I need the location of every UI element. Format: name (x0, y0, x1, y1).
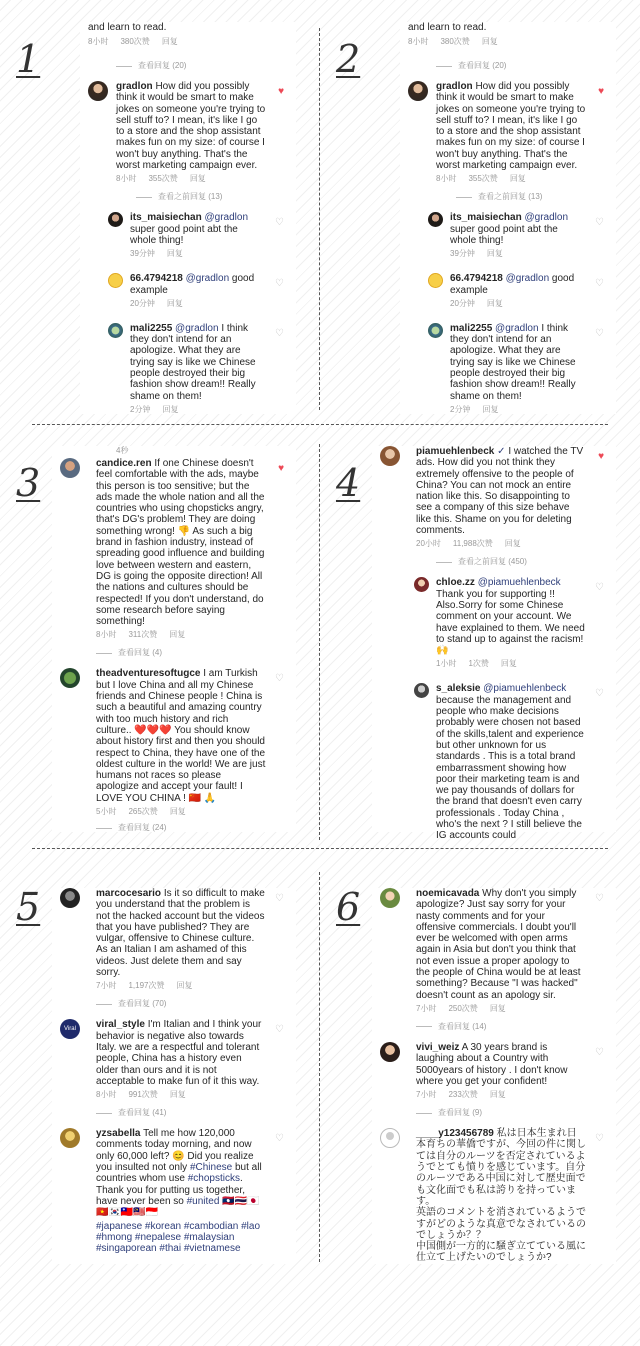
reply-link[interactable]: 回复 (166, 249, 183, 259)
hashtag-list[interactable]: #japanese #korean #cambodian #lao #hmong #nepalese #malaysian #singaporean #thai #vietnamese (96, 1220, 261, 1255)
reply-link[interactable]: 回复 (169, 1090, 186, 1100)
mention-link[interactable]: @gradlon (175, 322, 219, 334)
avatar[interactable] (414, 577, 429, 592)
view-replies-link[interactable]: 查看回复 (14) (416, 1022, 608, 1032)
comment-text: good example (130, 273, 255, 296)
avatar[interactable] (108, 212, 123, 227)
cut-comment-meta: 4秒 (116, 446, 129, 455)
comment: theadventuresoftugce I am Turkish but I love China and all my Chinese friends and Chinese people ! China is such a beautiful and amazing country with too much history and rich culture.. ❤️❤️❤️ You should know about history first and then you should respect to China, they have one of the oldest culture in the world! We are just humans not races so please apologize and accept your fault! I LOVE YOU CHINA ! 🇨🇳 🙏 5小时 265次赞 回复 ♡ (60, 668, 288, 817)
heart-outline-icon[interactable]: ♡ (595, 1046, 604, 1058)
username[interactable]: theadventuresoftugce (96, 668, 201, 680)
mention-link[interactable]: @gradlon (185, 273, 230, 285)
comment: vivi_weiz A 30 years brand is laughing about a Country with 5000years of history . I don't know where you get your confident! 7小时 233次赞 回复 ♡ (380, 1042, 608, 1100)
reply-link[interactable]: 回复 (486, 249, 503, 259)
heart-outline-icon[interactable]: ♡ (595, 893, 604, 904)
username[interactable]: mali2255 (450, 322, 493, 334)
avatar[interactable] (88, 81, 108, 101)
reply-link[interactable]: 回复 (489, 1003, 506, 1013)
comment-text: I am Turkish but I love China and all my Chinese friends and Chinese people ! China is such a beautiful and amazing country with too much history and rich culture.. ❤️❤️❤️ You should know about history first and then you should respect to China, they have one of the oldest culture in the world! We are just humans not races so please apologize and accept your fault! I LOVE YOU CHINA ! 🇨🇳 🙏 (96, 668, 266, 804)
comment-text: How did you possibly think it would be smart to make jokes on someone you're trying to sell stuff to? I mean, it's like I go to a store and the shop assistant makes fun on my size: of course I won't buy anything. That's the worst marketing campaign ever. (436, 81, 586, 172)
reply-link[interactable]: 回复 (162, 404, 179, 414)
panel-number-1: 1 (16, 37, 41, 81)
comment: gradlon How did you possibly think it would be smart to make jokes on someone you're trying to sell stuff to? I mean, it's like I go to a store and the shop assistant makes fun on my size: of course I won't buy anything. That's the worst marketing campaign ever. 8小时 355次赞 回复 ♥ (88, 81, 288, 184)
cut-comment-meta: 8小时 380次赞 回复 (408, 37, 498, 46)
panel-number-6: 6 (336, 885, 361, 929)
comment: Viral Style viral_style I'm Italian and I think your behavior is negative also towards Italy. we are a respectful and tolerant people, China has a history even older than ours and it is not acceptable to make fun of it this way. 8小时 991次赞 回复 ♡ (60, 1019, 288, 1100)
avatar[interactable] (414, 683, 429, 698)
vertical-divider-middle (319, 444, 320, 840)
comment-text: Tell me how 120,000 comments today morning, and now only 60,000 left? 😊 Did you realize you insulted not only (96, 1128, 254, 1174)
username[interactable]: mali2255 (130, 322, 173, 334)
panel-number-2: 2 (336, 37, 361, 81)
view-replies-link[interactable]: 查看回复 (70) (96, 999, 288, 1009)
screenshot-panel-5 (52, 888, 296, 1264)
vertical-divider-top (319, 28, 320, 410)
screenshot-panel-1 (80, 22, 296, 414)
comment-text: I'm Italian and I think your behavior is negative also towards Italy. we are a respectful and tolerant people, China has a history even older than ours and it is not acceptable to make fun of it this way. (96, 1019, 262, 1087)
mention-link[interactable]: @piamuehlenbeck (477, 577, 561, 589)
avatar[interactable] (380, 446, 400, 466)
username[interactable]: gradlon (436, 81, 473, 92)
heart-outline-icon[interactable]: ♡ (595, 327, 604, 339)
view-replies-link[interactable]: 查看回复 (20) (436, 61, 608, 71)
avatar[interactable] (408, 81, 428, 101)
comment-text: Is it so difficult to make you understand that the problem is not the hacked account but the videos that you have published? They are vulgar, offensive to Chinese culture. As an Italian I am ashamed of this videos. Just delete them and say sorry. (96, 888, 265, 979)
avatar[interactable] (380, 888, 400, 908)
comment-text: If one Chinese doesn't feel comfortable with the ads, maybe this person is too sensitive; but the ads made the whole nation and all the countries who using chopsticks angry, that's DG's problem! They are doing something wrong! 👎 As such a big brand in fashion industry, instead of spreading good influence and building love between western and eastern, DG is going the opposite direction! All the nations and cultures should be respected! If you don't understand, do some research before saying something! (96, 458, 265, 628)
reply-link[interactable]: 回复 (166, 298, 183, 308)
comment-text: super good point abt the whole thing! (450, 223, 558, 246)
reply-link[interactable]: 回复 (509, 174, 526, 184)
avatar[interactable] (60, 1128, 80, 1148)
screenshot-panel-6 (372, 888, 616, 1264)
avatar[interactable]: Viral Style (60, 1019, 80, 1039)
username[interactable]: ____y123456789 (416, 1128, 494, 1140)
hashtag-link[interactable]: #chopsticks (187, 1173, 240, 1185)
comment-text: How did you possibly think it would be smart to make jokes on someone you're trying to sell stuff to? I mean, it's like I go to a store and the shop assistant makes fun on my size: of course I won't buy anything. That's the worst marketing campaign ever. (116, 81, 266, 172)
username[interactable]: 66.4794218 (450, 273, 503, 285)
avatar[interactable] (60, 668, 80, 688)
reply-link[interactable]: 回复 (161, 37, 178, 46)
reply-comment: mali2255 @gradlon I think they don't intend for an apologize. What they are trying say is like we Chinese people destroyed their big fashion show dream!! Really shame on them! 2分钟 回复 ♡ (428, 323, 608, 415)
reply-link[interactable]: 回复 (486, 298, 503, 308)
heart-outline-icon[interactable]: ♡ (275, 1024, 284, 1036)
screenshot-panel-3 (52, 446, 296, 832)
comment-text: good example (450, 273, 575, 296)
reply-link[interactable]: 回复 (169, 807, 186, 817)
reply-comment: its_maisiechan @gradlon super good point abt the whole thing! 39分钟 回复 ♡ (428, 212, 608, 259)
username[interactable]: candice.ren (96, 458, 152, 469)
reply-comment: its_maisiechan @gradlon super good point abt the whole thing! 39分钟 回复 ♡ (108, 212, 288, 259)
panel-number-3: 3 (16, 461, 41, 505)
comment-text: Thank you for supporting !! Also.Sorry for some Chinese comment on your account. We have explained to them. We need to stand up to against the racism!🙌 (436, 588, 585, 657)
heart-outline-icon[interactable]: ♡ (275, 893, 284, 904)
view-previous-replies-link[interactable]: 查看之前回复 (13) (136, 192, 288, 202)
comment-text: but all countries whom use (96, 1162, 262, 1185)
heart-outline-icon[interactable]: ♡ (595, 278, 604, 290)
mention-link[interactable]: @gradlon (495, 322, 539, 334)
username[interactable]: piamuehlenbeck (416, 446, 495, 457)
vertical-divider-bottom (319, 872, 320, 1262)
comment-text: Why don't you simply apologize? Just say sorry for your nasty comments and for your offensive commercials. I doubt you'll ever be welcomed with open arms again in Asia but don't you think that not even issue a proper apology to the people of China would be at least something? Because "I was hacked" doesn't count as an apology sir. (416, 888, 581, 1001)
comment (380, 1128, 608, 1264)
comment-text: . Thank you for putting us together, have never been so (96, 1173, 245, 1207)
username[interactable]: vivi_weiz (416, 1041, 460, 1053)
hashtag-link[interactable]: #united (186, 1195, 220, 1207)
reply-link[interactable]: 回复 (489, 1090, 506, 1100)
heart-icon[interactable]: ♥ (278, 86, 284, 97)
username[interactable]: gradlon (116, 81, 153, 92)
panel-number-4: 4 (336, 461, 361, 505)
view-previous-replies-link[interactable]: 查看之前回复 (13) (456, 192, 608, 202)
comment-text: I think they don't intend for an apologize. What they are trying say is like we Chinese people destroyed their big fashion show dream!! Really shame on them! (130, 322, 256, 402)
hashtag-link[interactable]: #Chinese (189, 1162, 233, 1174)
comment: marcocesario Is it so difficult to make you understand that the problem is not the hacked account but the videos that you have published? They are vulgar, offensive to Chinese culture. As an Italian I am ashamed of this videos. Just delete them and say sorry. 7小时 1,197次赞 回复 ♡ (60, 888, 288, 991)
username[interactable]: viral_style (96, 1019, 145, 1031)
comment (60, 1128, 288, 1254)
comment-text: 私は日本生まれ日本育ちの華僑ですが、今回の件に関しては自分のルーツを否定されているようでとても憤りを感じています。自分のルーツである中国に対して歴史面でも文化面でも私は誇りを持っています。 英語のコメントを消されているようですがどのような真意でなされているのでしょうか？？ 中国側が一方的に騒ぎ立てている風に仕立て上げたいのでしょうか? (416, 1128, 586, 1264)
reply-comment: mali2255 @gradlon I think they don't intend for an apologize. What they are trying say is like we Chinese people destroyed their big fashion show dream!! Really shame on them! 2分钟 回复 ♡ (108, 323, 288, 415)
comment-text: A 30 years brand is laughing about a Country with 5000years of history . I don't know where you get your confident! (416, 1041, 568, 1087)
heart-outline-icon[interactable]: ♡ (275, 1133, 284, 1145)
view-previous-replies-link[interactable]: 查看之前回复 (450) (436, 557, 608, 567)
reply-link[interactable]: 回复 (189, 174, 206, 184)
avatar[interactable] (108, 273, 123, 288)
heart-outline-icon[interactable]: ♡ (595, 582, 604, 594)
heart-outline-icon[interactable]: ♡ (275, 673, 284, 685)
reply-link[interactable]: 回复 (169, 630, 186, 640)
comment-text: super good point abt the whole thing! (130, 223, 238, 246)
screenshot-panel-2 (400, 22, 616, 414)
username[interactable]: its_maisiechan (450, 212, 522, 224)
comment: noemicavada Why don't you simply apologize? Just say sorry for your nasty comments and for your offensive commercials. I doubt you'll ever be welcomed with open arms again in Asia but don't you think that not even issue a proper apology to the people of China would be at least something? Because "I was hacked" doesn't count as an apology sir. 7小时 250次赞 回复 ♡ (380, 888, 608, 1014)
heart-outline-icon[interactable]: ♡ (275, 278, 284, 290)
horizontal-divider-2 (32, 848, 608, 849)
heart-outline-icon[interactable]: ♡ (595, 217, 604, 229)
cut-comment-text: and learn to read. (88, 22, 167, 33)
heart-icon[interactable]: ♥ (598, 86, 604, 97)
verified-badge-icon: ✓ (497, 446, 506, 457)
comment-text: because the management and people who make decisions probably were chosen not based of the skills,talent and experience but other unknown for us standards . This is a total brand embarrassment showing how poor their marketing team is and we pay thousands of dollars for the brand that doesn't even carry professionals . Today China , who's the next ? I still believe the IG accounts could (436, 694, 584, 842)
heart-outline-icon[interactable]: ♡ (595, 1133, 604, 1145)
reply-comment: 66.4794218 @gradlon good example 20分钟 回复 ♡ (428, 273, 608, 309)
username[interactable]: noemicavada (416, 888, 480, 899)
heart-icon[interactable]: ♥ (278, 463, 284, 474)
reply-link[interactable]: 回复 (176, 981, 193, 991)
comment: gradlon How did you possibly think it would be smart to make jokes on someone you're trying to sell stuff to? I mean, it's like I go to a store and the shop assistant makes fun on my size: of course I won't buy anything. That's the worst marketing campaign ever. 8小时 355次赞 回复 ♥ (408, 81, 608, 184)
heart-outline-icon[interactable]: ♡ (595, 688, 604, 700)
username[interactable]: s_aleksie (436, 683, 481, 695)
username[interactable]: marcocesario (96, 888, 162, 899)
comment: piamuehlenbeck ✓ I watched the TV ads. How did you not think they extremely offensive to the people of China? You can not mock an entire nation like this. So disappointing to see a company of this size behave like this. Shame on you for deleting comments. 20小时 11,988次赞 回复 ♥ (380, 446, 608, 549)
reply-comment (414, 683, 608, 841)
mention-link[interactable]: @gradlon (505, 273, 550, 285)
avatar[interactable] (380, 1128, 400, 1148)
username[interactable]: its_maisiechan (130, 212, 202, 224)
username[interactable]: 66.4794218 (130, 273, 183, 285)
panel-number-5: 5 (16, 885, 41, 929)
flag-emojis: 🇱🇦🇹🇭🇯🇵🇻🇳🇰🇷🇹🇼🇲🇾🇮🇩 (96, 1195, 260, 1219)
view-replies-link[interactable]: 查看回复 (24) (96, 823, 288, 833)
avatar[interactable] (108, 323, 123, 338)
avatar[interactable] (428, 323, 443, 338)
heart-icon[interactable]: ♥ (598, 451, 604, 462)
avatar[interactable] (60, 888, 80, 908)
heart-outline-icon[interactable]: ♡ (275, 327, 284, 339)
mention-link[interactable]: @piamuehlenbeck (483, 683, 567, 695)
view-replies-link[interactable]: 查看回复 (41) (96, 1108, 288, 1118)
cut-comment-text: and learn to read. (408, 22, 487, 33)
reply-link[interactable]: 回复 (504, 539, 521, 549)
avatar[interactable] (60, 458, 80, 478)
view-replies-link[interactable]: 查看回复 (20) (116, 61, 288, 71)
mention-link[interactable]: @gradlon (204, 212, 249, 224)
horizontal-divider-1 (32, 424, 608, 425)
reply-comment: chloe.zz @piamuehlenbeck Thank you for supporting !! Also.Sorry for some Chinese comment on your account. We have explained to them. We need to stand up to against the racism!🙌 1小时 1次赞 回复 ♡ (414, 577, 608, 669)
view-replies-link[interactable]: 查看回复 (4) (96, 648, 288, 658)
username[interactable]: yzsabella (96, 1128, 141, 1140)
avatar[interactable] (380, 1042, 400, 1062)
reply-link[interactable]: 回复 (500, 659, 517, 669)
avatar[interactable] (428, 212, 443, 227)
avatar[interactable] (428, 273, 443, 288)
mention-link[interactable]: @gradlon (524, 212, 569, 224)
comment: candice.ren If one Chinese doesn't feel comfortable with the ads, maybe this person is too sensitive; but the ads made the whole nation and all the countries who using chopsticks angry, that's DG's problem! They are doing something wrong! 👎 As such a big brand in fashion industry, instead of spreading good influence and building love between western and eastern, DG is going the opposite direction! All the nations and cultures should be respected! If you don't understand, do some research before saying something! 8小时 311次赞 回复 ♥ (60, 458, 288, 640)
cut-comment-meta: 8小时 380次赞 回复 (88, 37, 178, 46)
reply-link[interactable]: 回复 (481, 37, 498, 46)
comment-text: I watched the TV ads. How did you not think they extremely offensive to the people of China? You can not mock an entire nation like this. So disappointing to see a company of this size behave like this. Shame on you for deleting comments. (416, 446, 584, 537)
view-replies-link[interactable]: 查看回复 (9) (416, 1108, 608, 1118)
username[interactable]: chloe.zz (436, 577, 475, 589)
heart-outline-icon[interactable]: ♡ (275, 217, 284, 229)
reply-link[interactable]: 回复 (482, 404, 499, 414)
screenshot-panel-4 (372, 446, 616, 842)
reply-comment: 66.4794218 @gradlon good example 20分钟 回复 ♡ (108, 273, 288, 309)
comment-text: I think they don't intend for an apologize. What they are trying say is like we Chinese people destroyed their big fashion show dream!! Really shame on them! (450, 322, 576, 402)
